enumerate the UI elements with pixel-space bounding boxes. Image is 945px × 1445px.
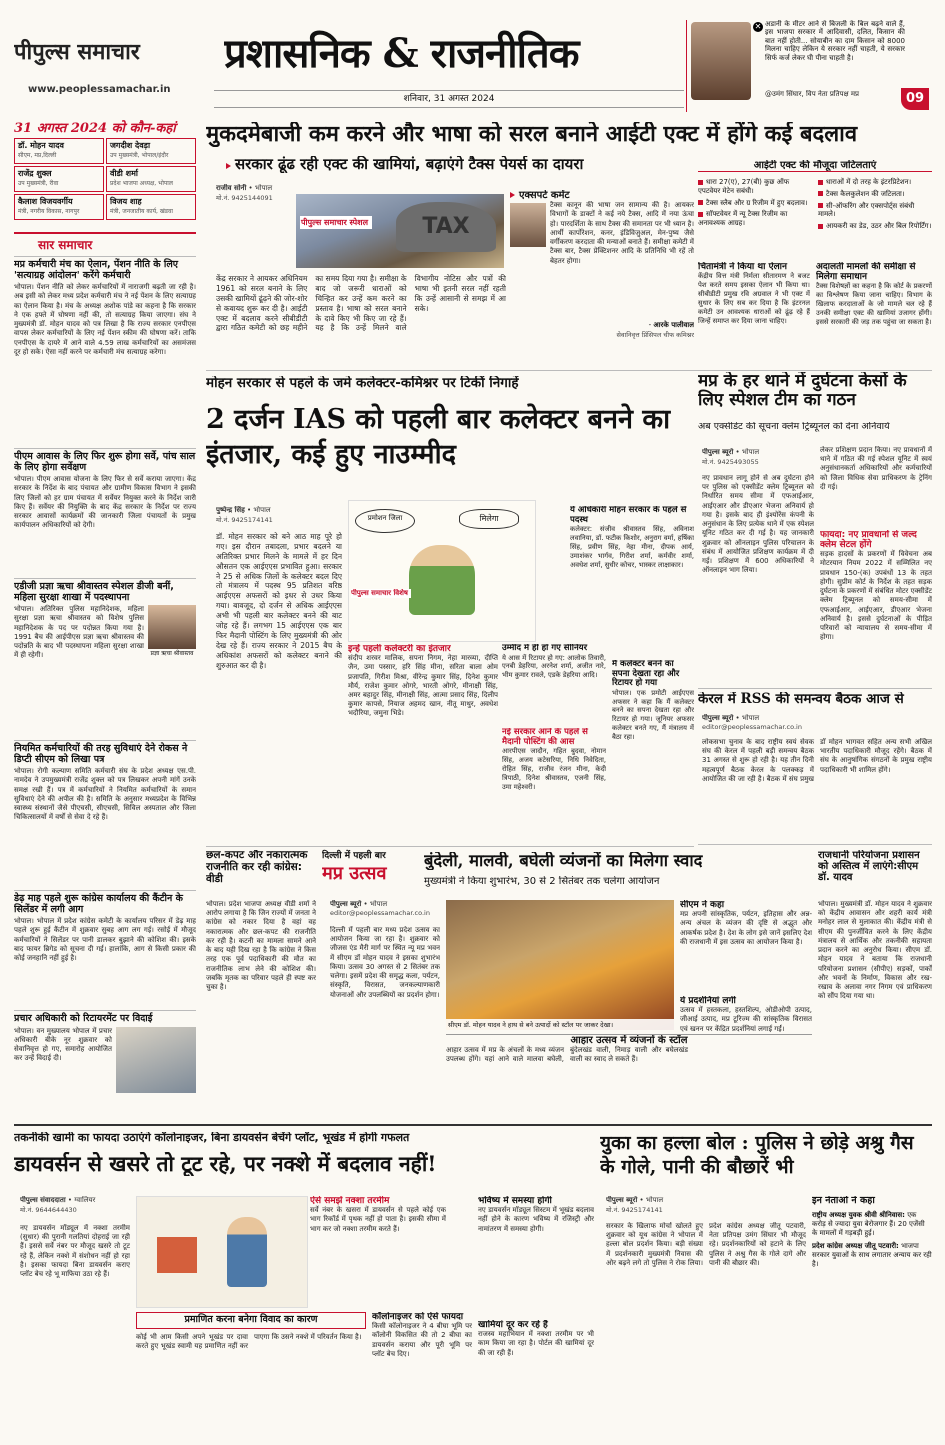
lead-special-badge: पीपुल्स समाचार स्पेशल (300, 216, 372, 229)
saar-item-head: मप्र कर्मचारी मंच का ऐलान, पेंशन नीति के लिए 'सत्याग्रह आंदोलन' करेंगे कर्मचारी (14, 259, 179, 281)
lead-subhead (226, 156, 686, 173)
utsav-cm-head: सीएम ने कहा (680, 900, 725, 910)
saar-title-text: सार समाचार (38, 238, 93, 252)
birthday-person (106, 138, 196, 164)
neta-name: राष्ट्रीय अध्यक्ष युवक श्रीवी श्रीनिवास: (812, 1210, 905, 1219)
expert-photo (510, 203, 546, 247)
lead-subhead-text: सरकार ढूंढ रही एक्ट की खामियां, बढ़ाएंगे टैक्स पेयर्स का दायरा (235, 156, 584, 173)
birthday-person-name: राजेंद्र शुक्ल (18, 169, 52, 178)
khasra-khamiyan-box (478, 1320, 594, 1430)
bullet-icon (818, 224, 823, 229)
saar-item-head: डेढ़ माह पहले शुरू कांग्रेस कार्यालय की कैंटीन के सिलेंडर में लगी आग (14, 893, 183, 915)
police-author: पीपुल्स ब्यूरो (702, 448, 734, 456)
yuka-netas-title: इन नेताओं ने कहा (812, 1196, 875, 1206)
expert-text: टैक्स कानून की भाषा जन सामान्य की है। आयकर विभागों के डाक्टों ने कई नये टैक्स, आदि में नया ऊंचा हो। पारदर्शिता के साथ टैक्स की समानता पर भी ध्यान है। आर्थी कार्पोरेशन, कनर, इंडिविजुअल, मेन-पुष्य जैसे वर्गीकरण करदाता की मन्याओं बनाते हैं। समीक्षा कमेटी में टैक्स बार, टैक्स प्रेक्टिशनर आदि के प्रतिनिधि भी रहें तो बेहतर होगा। (550, 201, 694, 265)
it-box-item-text: धाराओं में दो तरह के इंटरप्रिटेशन। (826, 178, 912, 186)
neta-quote (812, 1211, 932, 1238)
cartoon-special-badge: पीपुल्स समाचार विशेष (351, 589, 411, 598)
khasra-colonizer-text: किसी कॉलोनाइजर ने 4 बीघा भूमि पर कॉलोनी विकसित की तो 2 बीघा का डायवर्सन कराया और पूरी भूमि पर प्लॉट बेच दिए। (372, 1322, 472, 1358)
khasra-author: पीपुल्स संवाददाता (20, 1196, 66, 1204)
it-box-item (818, 222, 932, 231)
capital-text: भोपाल। मुख्यमंत्री डॉ. मोहन यादव ने शुक्रवार को केंद्रीय आवासन और शहरी कार्य मंत्री मनोहर लाल से मुलाकात की। केंद्रीय मंत्री से सीएम की पुनर्जीवित करने के लिए केंद्रीय मंत्रालय से आर्थिक और तकनीकी सहायता प्रदान करने का अनुरोध किया। सीएम डॉ. मोहन यादव ने बताया कि राजधानी परियोजना प्रशासन (सीपीए) सड़कों, पार्कों और भवनों के निर्माण, विकास और रख-रखाव के अलावा नगर निगम एवं प्राधिकरण को सौंप दिया गया था। (818, 900, 932, 1001)
utsav-cm-box (680, 900, 812, 990)
police-city: भोपाल (741, 448, 760, 456)
lead-mobile: मो.नं. 9425144091 (216, 194, 273, 202)
utsav-cm-text: मप्र अपनी सांस्कृतिक, पर्यटन, इतिहास और अन्न-अन्य अंचल के व्यंजन की दृष्टि से अद्भुत और आकर्षक प्रदेश है। देश के लोग इसे जानें इसलिए देश की राजधानी में इस उत्सव का आयोजन किया है। (680, 910, 812, 946)
yuka-byline: पीपुल्स ब्यूरो • भोपाल मो.नं. 9425174141 (606, 1196, 710, 1214)
it-box-item-text: धारा 27(ए), 27(बी) कुछ ऑफ एपटवेयर मेटेन सबंधी। (698, 178, 790, 195)
yuka-headline: युका का हल्ला बोल : पुलिस ने छोड़े अश्रु गैस के गोले, पानी की बौछारें भी (600, 1132, 914, 1178)
neta-quote (812, 1242, 932, 1269)
it-box-title: आईटी एक्ट की मौजूदा जटिलताएं (698, 160, 932, 172)
khasra-bhavishya-box (478, 1196, 594, 1316)
cartoon-bubble-1: प्रमोशन जिला (355, 509, 415, 533)
yuka-netas-list (812, 1211, 932, 1270)
ias-retire-text: ये आस में रिटायर हो गए: आलोक तिवारी, एनबी डेहरिया, अरनेश शर्मा, अजीत नारे, भीम कुमार रावले, एडके डेहरिया आदि। (502, 653, 606, 680)
khasra-bhavishya-text: नए डायवर्सन मॉड्यूल सिस्टम में भूखंड बदलाव नहीं होने के कारण भविष्य में रजिस्ट्री और नामांतरण में समस्या होगी। (478, 1206, 594, 1233)
court-text: टैक्स विशेषज्ञों का कहना है कि कोर्ट के प्रकरणों का विश्लेषण किया जाना चाहिए। विभाग के खिलाफ करदाताओं के जो मामले चल रहे हैं उनकी समीक्षा एक्ट की खामियां उजागर होंगी। इससे सरकारी की जड़ तक पहुंचा जा सकता है। (816, 282, 932, 327)
chintan-text: केंद्रीय वित्त मंत्री निर्मला सीतारमण ने बजट पेश करते समय इसका ऐलान भी किया था। सीबीडीटी प्रमुख रवि अग्रवाल ने भी एक्ट में सुधार के लिए सब कर दिया है कि इंटरनल कमेटी उन आवश्यक धाराओं को ढूंढ़ रहे हैं जिन्हें समाप्त कर दिया जाना चाहिए। (698, 272, 810, 325)
quote-author: @उमंग सिंघार, विप नेता प्रतिपक्ष मप्र (765, 90, 859, 98)
bullet-icon (698, 200, 703, 205)
khasra-mobile: मो.नं. 9644644430 (20, 1206, 77, 1214)
it-box-right (818, 178, 932, 234)
saar-item (14, 1010, 196, 1110)
ias-text: डॉ. मोहन सरकार को बने आठ माह पूरे हो गए। इस दौरान तबादला, प्रभार बदलने या अतिरिक्त प्रभार मिलने के मामले में हर दिन औसतन एक आईएएस प्रभावित हुआ। सरकार ने 25 से अधिक जिलों के कलेक्टर बदल दिए तो मंत्रालय में पदस्थ 95 प्रतिशत वरिष्ठ आईएएस अफसरों को इधर से उधर किया गया। बावजूद, दो दर्जन से अधिक आईएएस अभी भी पहली बार कलेक्टर बनने की बाट जोह रहे हैं। लगभग 15 आईएएस एक बार फिर मैदानी पोस्टिंग के लिए मुख्यमंत्री की ओर देख रहे हैं। राज्य सरकार ने 2015 बैच के अधिकांश अफसरों को कलेक्टर बनाने की शुरुआत कर दी है। (216, 532, 342, 670)
khasra-cartoon (136, 1196, 308, 1308)
utsav-author: पीपुल्स ब्यूरो (330, 900, 362, 908)
ias-mobile: मो.नं. 9425174141 (216, 516, 273, 524)
birthday-person-name: वीडी शर्मा (110, 169, 138, 178)
expert-desc: सेवानिवृत्त प्रिंसिपल चीफ कमिश्नर (616, 331, 694, 340)
police-text: नए प्रावधान लागू होने से अब दुर्घटना होने पर पुलिस को एक्सीडेंट क्लेम ट्रिब्यूनल को निर्धारित समय सीमा में एफआईआर, आईएआर और डीएआर भेजना अनिवार्य हो गया है। इसके बाद ही इंश्योरेंस कंपनी के अनुसंधान के लिए प्रत्येक थाने में एक स्पेशल यूनिट गठित कर दी गई है। यह जानकारी शुक्रवार को ऑनलाइन पुलिस परिचालन के संबंध में आयोजित प्रशिक्षण कार्यक्रम में दी गई। प्रशिक्षण में 600 अधिकारियों ने ऑनलाइन भाग लिया। (702, 474, 814, 575)
rss-headline: केरल में RSS की समन्वय बैठक आज से (698, 692, 904, 707)
ias-dream-box (612, 660, 694, 844)
it-box-item-text: टैक्स कैलकुलेशन की जटिलता। (826, 189, 905, 198)
bullet-icon (698, 212, 703, 217)
lead-byline: राजीव सोनी • भोपाल मो.नं. 9425144091 (216, 184, 416, 202)
utsav-headline: बुंदेली, मालवी, बघेली व्यंजनों का मिलेगा स्वाद (424, 852, 703, 870)
x-icon: ✕ (754, 22, 762, 31)
expert-name: आरके पालीवाल (653, 321, 694, 330)
yuka-mobile: मो.नं. 9425174141 (606, 1206, 663, 1214)
lead-author: राजीव सोनी (216, 184, 247, 192)
yuka-text: सरकार के खिलाफ मोर्चा खोलते हुए शुक्रवार को यूथ कांग्रेस ने भोपाल में हल्ला बोल प्रदर्शन किया। बड़ी संख्या में प्रदर्शनकारी मुख्यमंत्री निवास की ओर बढ़ने लगे तो पुलिस ने रोक लिया। प्रदेश कांग्रेस अध्यक्ष जीतू पटवारी, नेता प्रतिपक्ष उमंग सिंघार भी मौजूद रहे। प्रदर्शनकारियों को हटाने के लिए पुलिस ने अश्रु गैस के गोले दागे और पानी की बौछार की। (606, 1222, 806, 1267)
bullet-icon (818, 203, 823, 208)
it-box (698, 160, 932, 260)
website[interactable]: www.peoplessamachar.in (28, 84, 171, 95)
page-number: 09 (901, 88, 929, 110)
saar-item-caption: प्रज्ञा ऋचा श्रीवास्तव (150, 650, 194, 658)
bullet-icon (226, 163, 231, 169)
saar-items (14, 256, 196, 1110)
neta-text: एक करोड़ से ज्यादा युवा बेरोजगार हैं। 20 एजेंसी के मामलों में गड़बड़ी हुई। (812, 1210, 925, 1237)
it-box-item (818, 202, 932, 220)
date-bar (214, 90, 684, 108)
birthday-person (106, 194, 196, 220)
tax-rock-icon: TAX (396, 202, 496, 252)
ias-dream-head: मैं कलेक्टर बनने का सपना देखता रहा और रिटायर हो गया (612, 660, 680, 689)
khasra-bhavishya-head: भविष्य में समस्या होगी (478, 1196, 552, 1206)
lead-headline: मुकदमेबाजी कम करने और भाषा को सरल बनाने आईटी एक्ट में होंगे कई बदलाव (206, 122, 858, 147)
birthday-person (14, 166, 104, 192)
birthday-title: 31 अगस्त 2024 को कौन-कहां (14, 121, 176, 136)
ias-before-head: नई सरकार आने के पहले से मैदानी पोस्टिंग की आस (502, 728, 588, 747)
bullet-icon (510, 192, 515, 198)
brand-name: पीपुल्स समाचार (14, 40, 140, 65)
utsav-email[interactable]: editor@peoplessamachar.co.in (330, 909, 430, 917)
birthday-person-name: विजय शाह (110, 197, 142, 206)
utsav-byline: पीपुल्स ब्यूरो • भोपाल editor@peoplessamachar.co.in (330, 900, 440, 917)
saar-item (14, 578, 196, 738)
ias-kicker: मोहन सरकार से पहले के जमे कलेक्टर-कमिश्नर पर टिकीं निगाहें (206, 376, 519, 391)
khasra-colonizer-box (372, 1312, 472, 1430)
ias-author: पुष्पेन्द्र सिंह (216, 506, 245, 514)
it-box-item (818, 190, 932, 199)
court-box (816, 262, 932, 366)
expert-title (510, 190, 694, 201)
cartoon-bubble-2: मिलेगा (459, 509, 519, 529)
birthday-person (14, 138, 104, 164)
utsav-text: दिल्ली में पहली बार मध्य प्रदेश उत्सव का आयोजन किया जा रहा है। शुक्रवार को जीजस एंड मैरी मार्ग पर स्थित न्यू मप्र भवन में सीएम डॉ मोहन यादव ने इसका शुभारंभ किया। उत्सव 30 अगस्त से 2 सितंबर तक चलेगा। इसमें प्रदेश की समृद्ध कला, पर्यटन, संस्कृति, विरासत, जनकल्याणकारी योजनाओं और उपलब्धियों का प्रदर्शन होगा। (330, 926, 440, 999)
saar-item-head: नियमित कर्मचारियों की तरह सुविधाएं देने रोकस ने डिप्टी सीएम को लिखा पत्र (14, 743, 188, 765)
bullet-icon (818, 180, 823, 185)
ias-wait-box (348, 644, 498, 842)
yuka-author: पीपुल्स ब्यूरो (606, 1196, 638, 1204)
it-box-item (698, 178, 812, 196)
it-box-item-text: सॉफ्टवेयर में न्यू टैक्स रिजीम का अनावश्यक आग्रह। (698, 210, 788, 227)
police-fayda-text: सड़क हादसों के प्रकरणों में विवेचना अब मोटरयान नियम 2022 में सम्मिलित नए प्रावधान 150-(क) उपबंधों 13 के तहत होगी। सुप्रीम कोर्ट के निर्देश के तहत सड़क दुर्घटना के प्रकरणों में संबंधित मोटर एक्सीडेंट क्लेम ट्रिब्यूनल को समय-सीमा में एफआईआर, आईएआर, डीएआर भेजना अनिवार्य है। इससे दुर्घटनाओं के पीड़ित परिवारों को न्यायालय से समय-सीमा में होगा। (820, 550, 932, 642)
saar-item-photo-wrap (148, 605, 196, 657)
birthday-person-name: डॉ. मोहन यादव (18, 141, 64, 150)
khasra-pramanit-text: कोई भी आम किसी अपने भूखंड पर दावा करते हुए भूखंड स्वामी यह प्रमाणित नहीं कर पाएगा कि उसने नक्शे में परिवर्तन किया है। (136, 1332, 362, 1350)
khasra-aise-head: ऐसे समझें नक्शा तरमीम (310, 1196, 390, 1206)
ias-city: भोपाल (253, 506, 271, 514)
ias-wait-head: इन्हें पहली कलेक्टरी का इंतजार (348, 644, 451, 654)
chhal-headline: छल-कपट और नकारात्मक राजनीति कर रही कांग्रेस: वीडी (206, 850, 308, 885)
saar-title (14, 232, 196, 254)
rss-email[interactable]: editor@peoplessamachar.co.in (702, 723, 802, 731)
ias-cartoon (348, 500, 536, 642)
birthday-person-desc: सीएम, मप्र,दिल्ली (18, 152, 57, 159)
brand-logo (14, 36, 214, 72)
it-box-left (698, 178, 812, 231)
saar-item-head: पीएम आवास के लिए फिर शुरू होगा सर्वे, पांच साल के लिए होगा सर्वेक्षण (14, 451, 196, 473)
quote-text: अडानी के मीटर आने से बिजली के बिल बढ़ने वाले हैं, इस भाजपा सरकार में आदिवासी, दलित, किसान की बात नहीं होती... सोयाबीन का दाम किसान को 8000 मिलना चाहिए लेकिन ये सरकार नहीं चाहती, ये सरकार सिर्फ कर्ज लेकर घी पीना चाहती है। (765, 20, 905, 62)
birthday-person-desc: प्रदेश भाजपा अध्यक्ष, भोपाल (110, 180, 173, 187)
birthday-box (14, 118, 196, 226)
utsav-city: भोपाल (369, 900, 388, 908)
utsav-stall-head: आहार उत्सव में व्यंजनों के स्टॉल (570, 1035, 688, 1046)
birthday-person-desc: मंत्री, नगरीय विकास, नागपुर (18, 208, 80, 215)
ias-retire-box (502, 644, 606, 724)
it-box-item-text: सी-ऑफरिंग और एक्सपोर्ट्स संबंधी मामले। (818, 201, 915, 219)
ias-before-text: आरपीएस जादौन, गहित बुदवा, नोमान सिंह, अजय कटेसरिया, निधि निवेदिता, रोहित सिंह, राजीव रंजन मीना, केदी त्रिपाठी, दिनेश श्रीवास्तव, एजनी सिंह, उमा महेश्वरी। (502, 747, 606, 791)
birthday-person-name: कैलाश विजयवर्गीय (18, 197, 73, 206)
khasra-pramanit-head: प्रमाणित करना बनेगा विवाद का कारण (136, 1312, 366, 1329)
police-headline: मप्र के हर थाने में दुर्घटना केसों के लिए स्पेशल टीम का गठन (698, 372, 907, 411)
utsav-photo (446, 900, 674, 1030)
quote-box (686, 20, 930, 112)
saar-column (14, 232, 196, 1110)
police-subhead: अब एक्सीडेंट की सूचना क्लेम ट्रिब्यूनल को देना अनिवार्य (698, 422, 890, 432)
it-box-item (698, 199, 812, 208)
utsav-subhead: मुख्यमंत्री ने किया शुभारंभ, 30 से 2 सितंबर तक चलेगा आयोजन (424, 876, 660, 887)
khasra-pramanit-box (136, 1312, 366, 1430)
it-box-item-text: आयकरी का डेड, उठर और बिल रिपोर्टिंग। (826, 222, 932, 230)
khasra-khamiyan-text: राजस्व महाभियान में नक्शा तरमीम पर भी काम किया जा रहा है। पोर्टल की खामियां दूर की जा रही हैं। (478, 1330, 594, 1357)
saar-item-text: भोपाल। पेंशन नीति को लेकर कर्मचारियों में नाराजगी बढ़ती जा रही है। अब इसी को लेकर मध्य प्रदेश कर्मचारी मंच ने नई पेंशन के लिए सत्याग्रह का ऐलान किया है। मंच के अध्यक्ष अशोक पांडे का कहना है कि सरकार ने एक हफ्ते में घोषणा नहीं की, तो सत्याग्रह किया जाएगा। संघ ने मुख्यमंत्री डॉ. मोहन यादव को पत्र लिखा है कि राज्य सरकार एनपीएस वापस लेकर कर्मचारियों के लिए नई पेंशन स्कीम की घोषणा करें। ताकि एनपीएस के दायरे में आने वाले 4.59 लाख कर्मचारियों का असमंजस दूर हो सके। ऐसा नहीं करने पर कर्मचारी मंच सत्याग्रह करेगा। (14, 283, 196, 356)
lead-city: भोपाल (254, 184, 273, 192)
ias-officers-text: कलेक्टर: संजीव श्रीवास्तव सिंह, अविनाश लवानिया, डॉ. फटीक किशोर, अनुराग वर्मा, हर्षिका सिंह, प्रवीण सिंह, नेहा मीना, दीपक आर्य, उमाशंकर भार्गव, गिरीश शर्मा, कर्मवीर शर्मा, अवधेश शर्मा, सुधीर कोचर, भास्कर लाक्षाकार। (570, 525, 694, 569)
saar-item-photo (116, 1027, 196, 1093)
saar-item-text: भोपाल। रोगी कल्याण समिति कर्मचारी संघ के प्रदेश अध्यक्ष एस.पी. नामदेव ने उपमुख्यमंत्री राजेंद्र शुक्ल को पत्र लिखकर अपनी मांगें उनके समक्ष रखी हैं। पत्र में कर्मचारियों ने नियमित कर्मचारियों के समान सुविधाएं देने की अपील की है। समिति के अनुसार मध्यप्रदेश के विभिन्न स्वास्थ्य संस्थानों जैसे पीएचसी, सीएचसी, सिविल अस्पताल और जिला चिकित्सालयों में वर्षों से सेवा दे रहे हैं। (14, 767, 196, 822)
birthday-person (106, 166, 196, 192)
utsav-stall-box (446, 1034, 812, 1121)
lead-text: केंद्र सरकार ने आयकर अधिनियम 1961 को सरल बनाने के लिए उसकी खामियों ढूंढ़ने की जोर-शोर से कवायद शुरू कर दी है। आईटी एक्ट में बदलाव करने सीबीडीटी द्वारा गठित कमेटी को छह महीने का समय दिया गया है। समीक्षा के बाद जो जरूरी धाराओं को चिन्हित कर उन्हें कम करने का प्रस्ताव है। भाषा को सरल बनाने के दावे किए भी किए जा रहे हैं। यह है कि उन्हें मिलने वाले विभागीय नोटिस और पत्रों की भाषा भी इतनी सरल नहीं रहती कि उन्हें आसानी से समझ में आ सके। (216, 274, 506, 333)
section-title: प्रशासनिक & राजनीतिक (224, 30, 579, 77)
khasra-city: ग्वालियर (74, 1196, 96, 1204)
police-mobile: मो.नं. 9425493055 (702, 458, 759, 466)
neta-text: भाजपा सरकार युवाओं के साथ लगातार अन्याय कर रही है। (812, 1241, 932, 1269)
yuka-netas-box (812, 1196, 932, 1430)
ias-officers-box (570, 506, 694, 656)
police-fayda-title: फायदा: नए प्रावधानों से जल्द क्लेम सेटल होंगे (820, 530, 917, 551)
utsav-kicker-box (322, 848, 422, 896)
police-fayda (820, 530, 932, 686)
saar-item-head: प्रचार अधिकारी को रिटायरमेंट पर विदाई (14, 1013, 153, 1024)
birthday-person-desc: उप मुख्यमंत्री, भोपाल/इंदौर (110, 152, 169, 159)
date: शनिवार, 31 अगस्त 2024 (403, 94, 495, 104)
khasra-text: नए डायवर्सन मॉड्यूल में नक्शा तरमीम (सुधार) की पुरानी गलतियां दोहराई जा रही हैं। इससे सर्वे नंबर पर मौजूद खसरे तो टूट रहे हैं, लेकिन नक्शे में संशोधन नहीं हो रहा है। इसका फायदा बिना डायवर्सन कराए प्लॉट बेच रहे भू माफिया उठा रहे हैं। (20, 1224, 130, 1279)
neta-name: प्रदेश कांग्रेस अध्यक्ष जीतू पटवारी: (812, 1241, 899, 1250)
masthead (14, 20, 930, 112)
rss-author: पीपुल्स ब्यूरो (702, 714, 734, 722)
saar-item-text: भोपाल। वन मुख्यालय भोपाल में प्रचार अधिकारी बीके नूर शुक्रवार को सेवानिवृत्त हो गए, समारोह आयोजित कर उन्हें विदाई दी। (14, 1026, 112, 1063)
expert-box: एक्सपर्ट कमेंट टैक्स कानून की भाषा जन सामान्य की है। आयकर विभागों के डाक्टों ने कई नये टैक्स, आदि में नया ऊंचा हो। पारदर्शिता के साथ टैक्स की समानता पर भी ध्यान है। आर्थी कार्पोरेशन, कनर, इंडिविजुअल, मेन-पुष्य जैसे वर्गीकरण करदाता की मन्याओं बनाते हैं। समीक्षा कमेटी में टैक्स बार, टैक्स प्रेक्टिशनर आदि के प्रतिनिधि भी रहें तो बेहतर होगा। - आरके पालीवाल सेवानिवृत्त प्रिंसिपल चीफ कमिश्नर (510, 190, 694, 360)
saar-item-head: एडीजी प्रज्ञा ऋचा श्रीवास्तव स्पेशल डीजी बनीं, महिला सुरक्षा शाखा में पदस्थापना (14, 581, 174, 603)
saar-item (14, 890, 196, 1008)
ias-before-box (502, 728, 606, 844)
it-box-item (818, 178, 932, 187)
ias-dream-text: भोपाल। एक प्रमोटी आईएएस अफसर ने कहा कि मैं कलेक्टर बनने का सपना देखता रहा और रिटायर हो गया। जूनियर अफसर कलेक्टर बनते गए, मैं मंत्रालय में बैठा रहा। (612, 688, 694, 742)
khasra-headline: डायवर्सन से खसरे तो टूट रहे, पर नक्शे में बदलाव नहीं! (14, 1152, 437, 1176)
police-text-2: लेकर प्रशिक्षण प्रदान किया। नए प्रावधानों में थाने में गठित की गई स्पेशल यूनिट में स्वयं अनुसंधानकर्ता अधिकारियों और कर्मचारियों को जिला विधिक सेवा प्राधिकरण के ट्रेनिंग दी गई। (820, 446, 932, 491)
chhal-text: भोपाल। प्रदेश भाजपा अध्यक्ष वीडी शर्मा ने आरोप लगाया है कि जिन राज्यों में जनता ने कांग्रेस को नकार दिया है वहां वह नकारात्मक और छल-कपट की राजनीति कर रही है। कटनी का मामला सामने आने के बाद यही दिख रहा है कि कांग्रेस ने किस तरह एक पूर्व पदाधिकारी की मौत का राजनीतिक लाभ लेने की कोशिश की। जबकि मृतक का परिवार पहले ही स्पष्ट कर चुका है। (206, 900, 316, 992)
utsav-pradarshni-text: उत्सव में हस्तकला, हस्तशिल्प, ओडीओपी उत्पाद, जीआई उत्पाद, मप्र टूरिज्म की सांस्कृतिक विरासत एवं खनन पर केंद्रित प्रदर्शनियां लगाई गईं। (680, 1006, 812, 1033)
chintan-head: चिंतामंत्री ने किया था ऐलान (698, 262, 787, 272)
ias-headline: 2 दर्जन IAS को पहली बार कलेक्टर बनने का इंतजार, कई हुए नाउम्मीद (206, 404, 671, 471)
utsav-pradarshni-head: ये प्रदर्शनियां लगीं (680, 996, 736, 1006)
utsav-kicker-2: मप्र उत्सव (322, 863, 387, 884)
it-box-item-text: टैक्स स्लैब और ग्र रिजीम में हुए बदलाव। (706, 198, 808, 207)
ias-byline: पुष्पेन्द्र सिंह • भोपाल मो.नं. 9425174141 (216, 506, 366, 524)
birthday-grid (14, 138, 196, 220)
khasra-khamiyan-head: खामियां दूर कर रहे हैं (478, 1320, 548, 1330)
utsav-photo-caption: सीएम डॉ. मोहन यादव ने हाथ से बने उत्पादों को स्टॉल पर जाकर देखा। (446, 1019, 674, 1030)
quote-author-photo (691, 22, 751, 100)
utsav-kicker-1: दिल्ली में पहली बार (322, 851, 386, 861)
police-byline: पीपुल्स ब्यूरो • भोपाल मो.नं. 9425493055 (702, 448, 812, 466)
birthday-person (14, 194, 104, 220)
cartoon-house-icon (157, 1237, 197, 1273)
capital-headline: राजधानी परियोजना प्रशासन को अस्तित्व में लाएंगे:सीएम डॉ. यादव (818, 850, 920, 884)
rss-text: लोकसभा चुनाव के बाद राष्ट्रीय स्वयं सेवक संघ की केरल में पहली बड़ी समन्वय बैठक 31 अगस्त से शुरू हो रही है। यह तीन दिनी महत्वपूर्ण बैठक केरल के पलक्कड़ में आयोजित की जा रही है। बैठक में संघ प्रमुख डॉ मोहन भागवत सहित अन्य सभी अखिल भारतीय पदाधिकारी मौजूद रहेंगे। बैठक में संघ के आनुषांगिक संगठनों के प्रमुख राष्ट्रीय पदाधिकारी भी शामिल होंगे। (702, 738, 932, 783)
saar-item-text: भोपाल। पीएम आवास योजना के लिए फिर से सर्वे कराया जाएगा। केंद्र सरकार के निर्देश के बाद पंचायत और ग्रामीण विकास विभाग ने इसकी लिए जिलों को हर ग्राम पंचायत में सर्वेयर नियुक्त करने के निर्देश जारी किए हैं। सर्वेयर की नियुक्ति के बाद केंद्र सरकार के निर्देश पर राज्य सरकार आवासों कार्यक्रमों की जानकारी जिला पंचायतों के प्रमुख कार्यपालन अधिकारियों को देगी। (14, 475, 196, 530)
birthday-person-name: जगदीश देवड़ा (110, 141, 151, 150)
utsav-stall-text: आहार उत्सव में मप्र के अंचलों के मध्य व्यंजन उपलब्ध होंगे। यहां आने वाले मालवा बघेली, बुंदेलखंड वाली, निमाड़ वाली और बघेलखंड वाली का स्वाद ले सकते हैं। (446, 1046, 688, 1064)
cartoon-person-icon (227, 1217, 267, 1287)
chintan-box (698, 262, 810, 366)
saar-item (14, 256, 196, 446)
saar-item-text: भोपाल। भोपाल में प्रदेश कांग्रेस कमेटी के कार्यालय परिसर में डेढ़ माह पहले शुरू हुई कैंटीन में शुक्रवार सुबह आग लग गई। रसोई में मौजूद कर्मचारियों ने सिलेंडर पर पानी डालकर बुझाने की कोशिश की। इसके बाद फायर ब्रिगेड को सूचना दी गई। हालांकि, आग से किसी प्रकार की कोई जनहानि नहीं हुई है। (14, 917, 196, 963)
khasra-kicker: तकनीकी खामी का फायदा उठाएंगे कॉलोनाइजर, बिना डायवर्सन बेचेंगे प्लॉट, भूखंड में होगी गफलत (14, 1132, 410, 1144)
ias-retire-head: उम्मीद में ही हो गए सीनियर (502, 644, 588, 653)
khasra-byline: पीपुल्स संवाददाता • ग्वालियर मो.नं. 9644644430 (20, 1196, 130, 1214)
saar-item-photo (148, 605, 196, 649)
birthday-person-desc: उप मुख्यमंत्री, रीवा (18, 180, 59, 187)
expert-title-text: एक्सपर्ट कमेंट (519, 190, 570, 201)
court-head: अदालती मामलों की समीक्षा से मिलेगा समाधान (816, 262, 916, 283)
rss-city: भोपाल (741, 714, 760, 722)
ias-wait-text: संदीप शरवर मालिक, सपना निगम, नेहा मारव्या, दीप्ति जैन, उमा पस्सार, हरि सिंह मीना, सरिता बाला ओम प्रजापति, गिरीश मिश्रा, वीरेन्द्र कुमार सिंह, दिनेश कुमार मौर्य, राजेश कुमार ओगरे, भारती ओगरे, मीनाक्षी सिंह, अमर बहादुर सिंह, मीनाक्षी सिंह, आत्मा प्रसाद सिंह, दिलीप कुमार कापसे, नियाज अहमद खान, नीतू माथुर, अवधेश भदौरिया, जमुना भिडे। (348, 654, 498, 718)
it-box-item (698, 210, 812, 228)
khasra-colonizer-head: कॉलोनाइजर को ऐसे फायदा (372, 1312, 464, 1322)
birthday-person-desc: मंत्री, जनजातीय कार्य, खंडवा (110, 208, 173, 215)
saar-item (14, 448, 196, 576)
saar-item-text: भोपाल। अतिरिक्त पुलिस महानिदेशक, महिला सुरक्षा प्रज्ञा ऋचा श्रीवास्तव को विशेष पुलिस महानिदेशक के पद पर पदोन्नत किया गया है। 1991 बैच की आईपीएस प्रज्ञा ऋचा श्रीवास्तव की पदोन्नति के बाद भी पदस्थापना महिला सुरक्षा शाखा में ही रहेगी। (14, 605, 144, 660)
rss-byline: पीपुल्स ब्यूरो • भोपाल editor@peoplessamachar.co.in (702, 714, 814, 731)
yuka-city: भोपाल (645, 1196, 664, 1204)
saar-item (14, 740, 196, 888)
khasra-aise-text: सर्वे नंबर के खसरा में डायवर्सन से पहले कोई एक भाग रिकॉर्ड में पृथक नहीं हो पाता है। इसकी सीमा में भाग कर जो नक्शा तरमीम करते हैं। (310, 1206, 446, 1233)
bullet-icon (818, 191, 823, 196)
bullet-icon (698, 180, 703, 185)
ias-officers-head: ये अधिकारी मोहन सरकार के पहले से पदस्थ (570, 506, 687, 525)
khasra-aise-box (310, 1196, 446, 1306)
cartoon-figure (409, 545, 475, 615)
